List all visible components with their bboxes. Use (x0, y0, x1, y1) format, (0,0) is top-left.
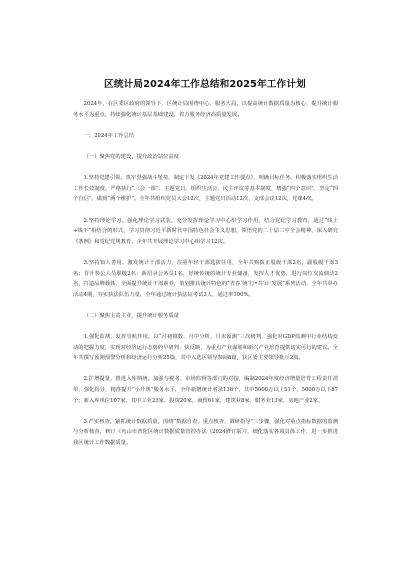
document-body (73, 99, 338, 449)
paragraph-expansion: 2.扩增提量，推进入库纳统。加强与税务、市场监督等部门的对接，编制2024年度经济增量培育工程责任清单，强化指导，精准提升“小升规”服务水平，全年新增统计名录138个，其中5000万以上51个，5000万以下87个；新入库单位107家，其中工业23家，投资20家，商贸61家，建筑业8家，服务业13家，房地产业2家。 (73, 376, 338, 404)
intro-paragraph: 2024年，在区委区政府的领导下，区统计局围绕中心、服务大局，以提高统计数据质量为核心、提升统计服务水平为重点，持续强化统计基层基础建设，着力服务经济高质量发展。 (73, 101, 338, 118)
subsection-heading: （二）聚焦主责主业，提升统计服务质量 (83, 312, 179, 319)
paragraph-party-leadership: 1.坚持党建引领。筑牢坚强战斗堡垒，制定下发《2024年党建工作要点》，明确目标任务。积极落实组织生活工作长效制度，严格执行“三会一课”、主题党日、组织生活会、民主评议等基本制度，增强“四个意识”，坚定“四个自信”，做到“两个维护”。全年共组织党员大会12次，主题党日活动12次，支部会议12次，党课4次。 (73, 175, 338, 203)
subsection-heading: （一）聚焦党的建设，提升政治站位高度 (83, 153, 179, 160)
paragraph-theory-study: 2.坚持理论学习。强化理论学习武装，充分发挥理论学习中心组学习作用，结合党纪学习教育，通过“线上+线下”相结合的形式，学习贯彻习近平新时代中国特色社会主义思想，领悟党的二十届三中全会精神，深入研究《条例》和党纪党规教育。全年共开展理论学习中心组学习12次。 (73, 217, 338, 245)
paragraph-monitoring: 1.强化监测，发挥导航作用。以“月初摸数、月中分析、月末预测”三次研判，强化对GDP监测中行业结构变动的把握力度，实现对经济运行态势的早研判、快反映，为重点产业谋划和新兴产业培育提供切实可行的建议。全年共撰写预测预警分析和经济运行分析25篇，其中入选区领导参阅8篇，获区委主要领导批示2篇。 (73, 334, 338, 362)
section-heading: 一、2024年工作总结 (83, 132, 135, 139)
paragraph-data-quality: 3.严实核查，紧抓统计数据质量。围绕“数据自查、重点核查、调研指导”三步骤，强化对重点指标数据的监测与分析核查，修订《舟山市普陀区统计数据质量管控办法（2024修订版）》，细化落实各项具体工作，进一步推进我区统计工作数据质量。 (73, 418, 338, 446)
paragraph-talent: 3.坚持知人善用。激发统计干部活力，注重年轻干部选拔任用，全年共购拨正股级干部2名，副股级干部3名；晋升参公人员职级2名；新招录公务员1名，好统传统的统计专业储备，发挥人才优势，进行岗位交流调动2名，打造品牌载体，全面提升统计干部素养，策划推具统计特色的“青春‘统’行•共‘计’发展”系列活动，全年共举办活动4期，夯实执法队伍力量，全年通过统计执法证考试3人，通过率100%。 (73, 259, 338, 298)
document-title: 区统计局2024年工作总结和2025年工作计划 (104, 79, 306, 90)
